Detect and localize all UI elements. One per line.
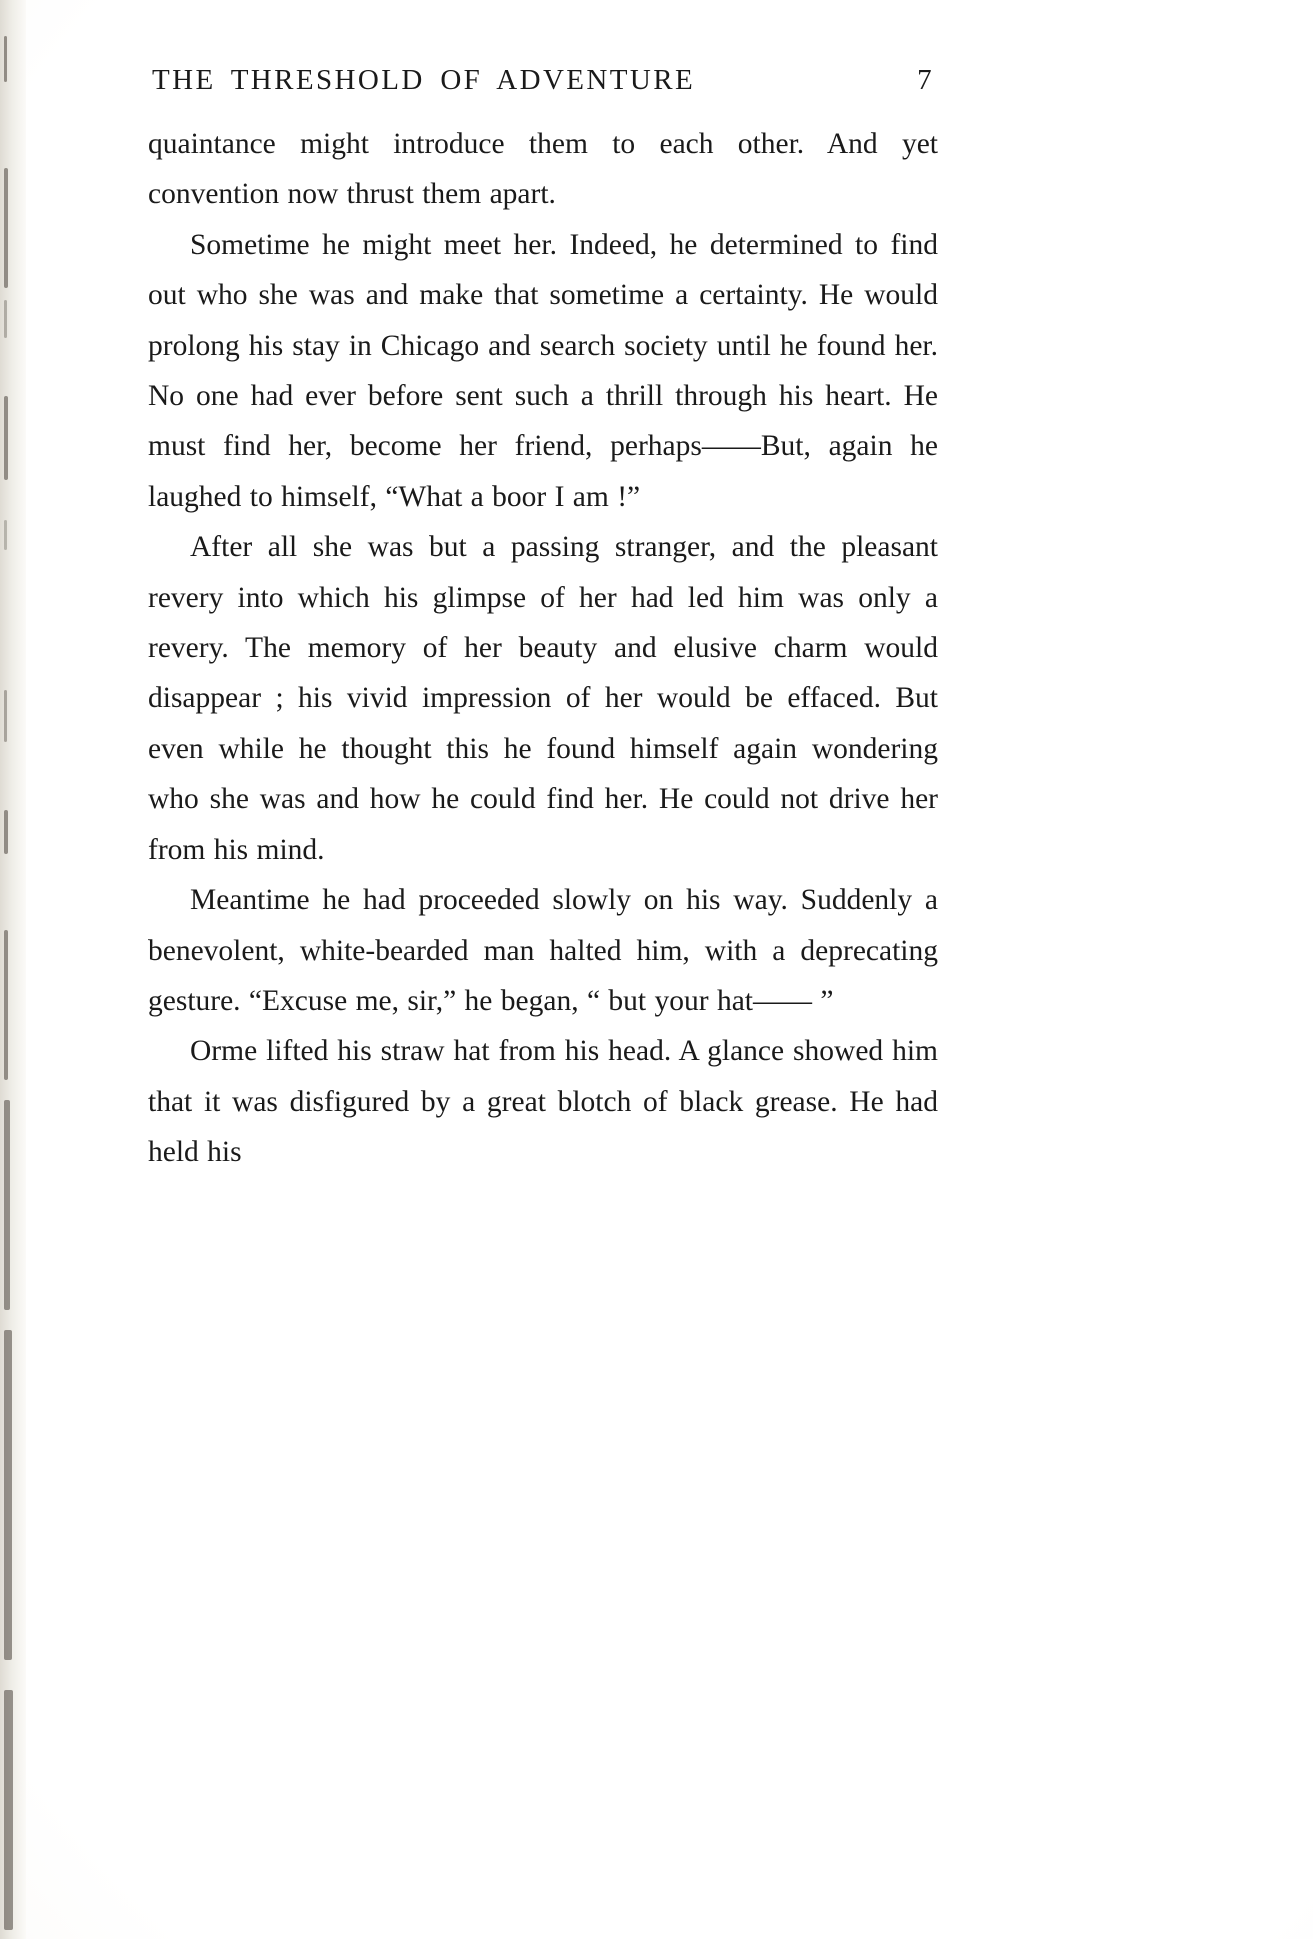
running-head [148,64,938,97]
scan-speck [53,222,57,226]
paragraph: Sometime he might meet her. Indeed, he determined to find out who she was and make that sometime a certainty. He would prolong his stay in Chicago and search society until he found her. No one had ever before sent such a thrill through his heart. He must find her, become her friend, perhaps——But, again he laughed to himself, “What a boor I am !” [148,228,938,513]
scan-speck [34,340,38,344]
page-text-block [148,64,938,1178]
running-head-title: THE THRESHOLD OF ADVENTURE [152,64,696,96]
paragraph: After all she was but a passing stranger, and the pleasant revery into which his glimpse of her had led him was only a revery. The memory of her beauty and elusive charm would disappear ; his vivid impression of her would be effaced. But even while he thought this he found himself again wondering who she was and how he could find her. He could not drive her from his mind. [148,531,938,866]
scan-speck [880,1862,884,1866]
scan-speck [466,1820,471,1825]
paragraph: Orme lifted his straw hat from his head. A glance showed him that it was disfigured by a great blotch of black grease. He had held his [148,1035,938,1169]
scan-speck [968,1185,972,1189]
scan-edge-artifacts [4,0,18,1939]
paragraph: quaintance might introduce them to each other. And yet convention now thrust them apart. [148,128,938,211]
scan-speck [612,1400,616,1404]
scan-speck [974,214,978,218]
page-number: 7 [917,64,934,96]
paragraph: Meantime he had proceeded slowly on his way. Suddenly a benevolent, white-bearded man halted him, with a deprecating gesture. “Excuse me, sir,” he began, “ but your hat—— ” [148,884,938,1017]
scan-speck [152,28,157,33]
